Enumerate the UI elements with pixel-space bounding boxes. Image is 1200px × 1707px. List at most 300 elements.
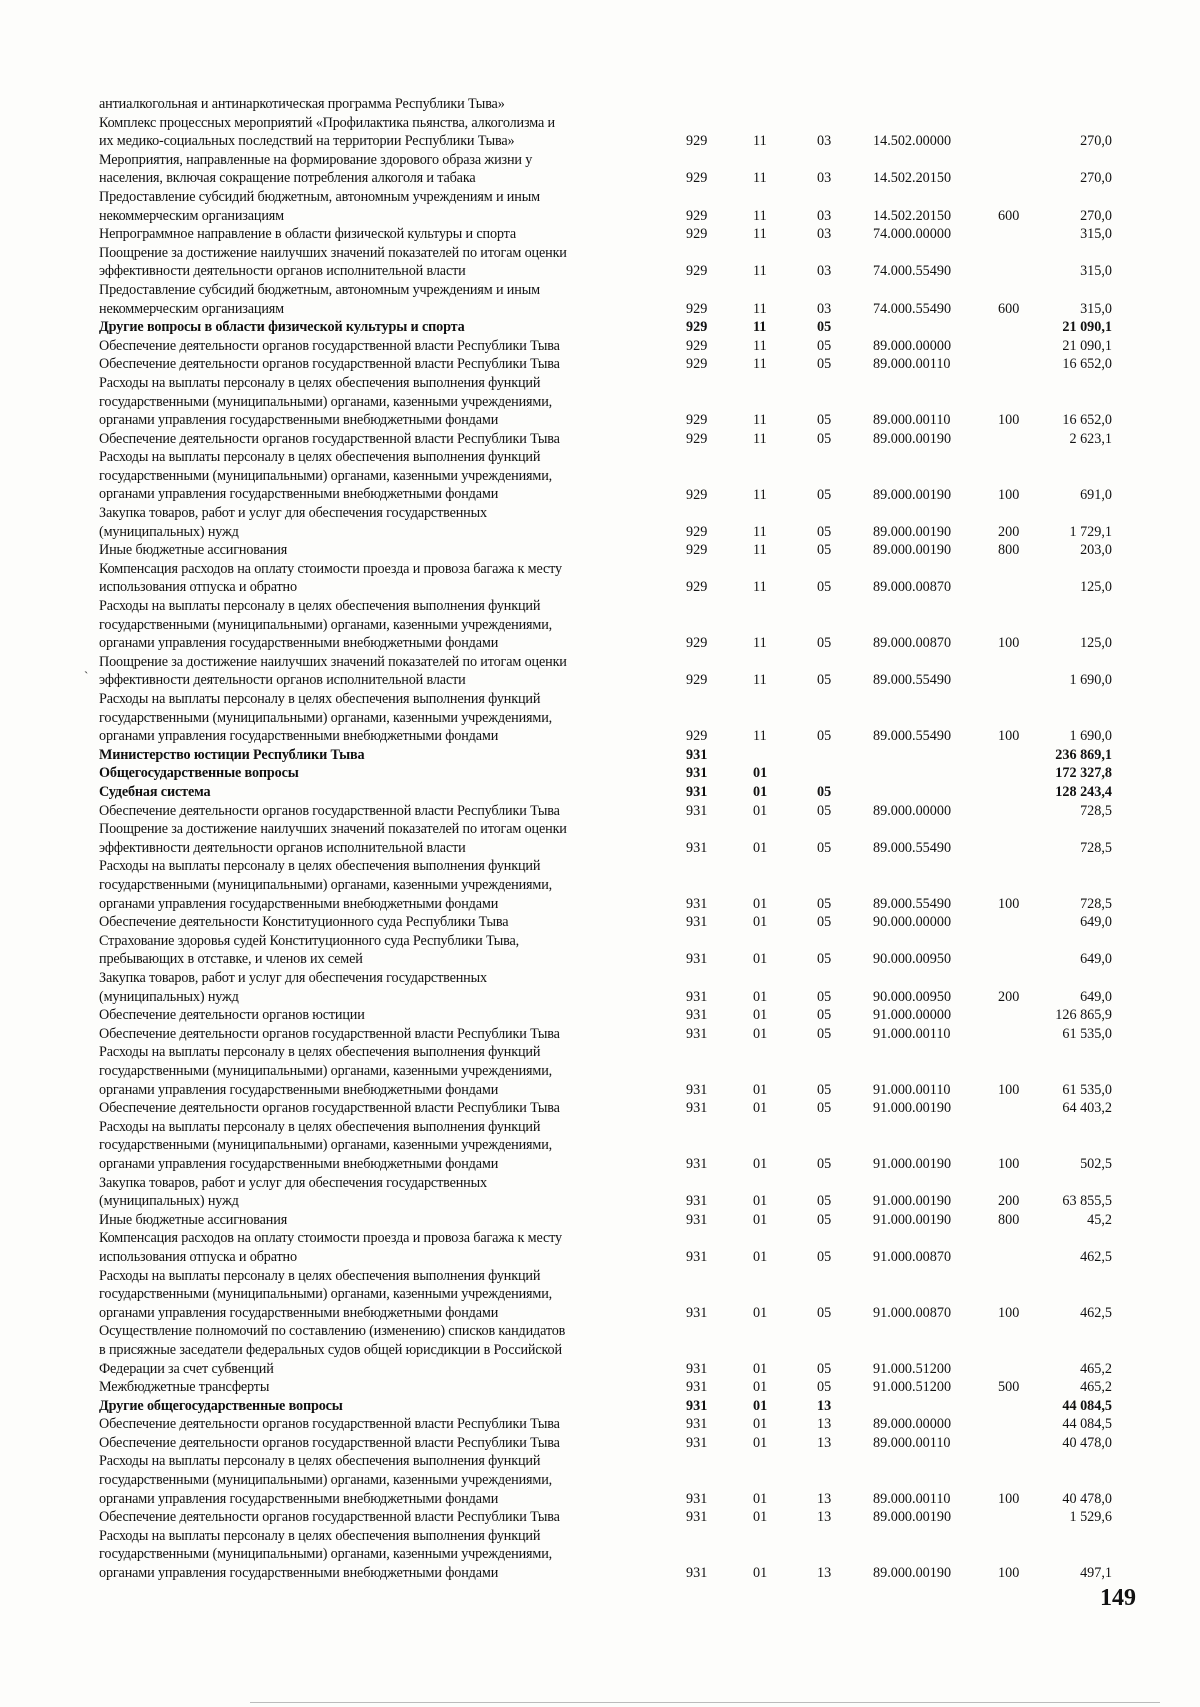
- subsection-code: 05: [817, 1025, 832, 1042]
- subsection-code: 03: [817, 170, 832, 187]
- ved-code: 931: [686, 1100, 708, 1117]
- amount: 125,0: [1080, 579, 1112, 596]
- amount: 649,0: [1080, 914, 1112, 931]
- row-name: Непрограммное направление в области физической культуры и спорта: [99, 226, 517, 243]
- table-row: [0, 1508, 1200, 1527]
- subsection-code: 05: [817, 1360, 832, 1377]
- amount: 203,0: [1080, 542, 1112, 559]
- amount: 1 690,0: [1069, 728, 1112, 745]
- section-code: 11: [753, 579, 767, 596]
- ved-code: 929: [686, 728, 708, 745]
- subsection-code: 05: [817, 784, 832, 801]
- section-code: 11: [753, 133, 767, 150]
- subsection-code: 05: [817, 1248, 832, 1265]
- ved-code: 931: [686, 746, 708, 763]
- table-row: [0, 1434, 1200, 1453]
- ved-code: 931: [686, 1193, 708, 1210]
- ved-code: 931: [686, 914, 708, 931]
- row-name: Осуществление полномочий по составлению (изменению) списков кандидатов в присяжные заседатели федеральных судов общей юрисдикции в Российской Федерации за счет субвенций: [99, 1323, 566, 1377]
- target-article-code: 91.000.00190: [873, 1155, 952, 1172]
- subsection-code: 03: [817, 133, 832, 150]
- target-article-code: 91.000.00190: [873, 1193, 952, 1210]
- section-code: 11: [753, 486, 767, 503]
- section-code: 01: [753, 1397, 768, 1414]
- ved-code: 929: [686, 356, 708, 373]
- table-row: [0, 448, 1200, 504]
- amount: 45,2: [1087, 1211, 1112, 1228]
- subsection-code: 05: [817, 319, 832, 336]
- subsection-code: 05: [817, 356, 832, 373]
- ved-code: 931: [686, 895, 708, 912]
- row-name: Обеспечение деятельности органов государственной власти Республики Тыва: [99, 1025, 560, 1042]
- subsection-code: 05: [817, 802, 832, 819]
- amount: 728,5: [1080, 802, 1112, 819]
- section-code: 01: [753, 895, 768, 912]
- amount: 44 084,5: [1062, 1416, 1112, 1433]
- table-row: [0, 1415, 1200, 1434]
- row-name: Расходы на выплаты персоналу в целях обеспечения выполнения функций государственными (муниципальными) органами, казенными учреждениями, органами управления государственными внебюджетными фондами: [99, 691, 553, 745]
- row-name: Расходы на выплаты персоналу в целях обеспечения выполнения функций государственными (муниципальными) органами, казенными учреждениями, органами управления государственными внебюджетными фондами: [99, 374, 553, 429]
- ved-code: 929: [686, 430, 708, 447]
- ved-code: 931: [686, 765, 708, 782]
- subsection-code: 05: [817, 914, 832, 931]
- page-number: 149: [1100, 1585, 1136, 1611]
- target-article-code: 74.000.00000: [873, 226, 952, 243]
- ved-code: 931: [686, 1397, 708, 1414]
- target-article-code: 89.000.00870: [873, 579, 952, 596]
- table-row: [0, 820, 1200, 857]
- section-code: 11: [753, 672, 767, 689]
- row-name: Межбюджетные трансферты: [99, 1379, 270, 1396]
- page-edge-line: [250, 1702, 1160, 1703]
- section-code: 01: [753, 765, 768, 782]
- target-article-code: 91.000.00000: [873, 1007, 952, 1024]
- subsection-code: 03: [817, 226, 832, 243]
- table-row: [0, 857, 1200, 913]
- table-row: [0, 1043, 1200, 1099]
- target-article-code: 89.000.00000: [873, 1416, 952, 1433]
- subsection-code: 05: [817, 839, 832, 856]
- subsection-code: 05: [817, 337, 832, 354]
- section-code: 01: [753, 1100, 768, 1117]
- ved-code: 931: [686, 784, 708, 801]
- amount: 270,0: [1080, 133, 1112, 150]
- amount: 172 327,8: [1055, 765, 1112, 782]
- table-row: [0, 318, 1200, 337]
- expense-type-code: 100: [998, 486, 1020, 503]
- row-name: Расходы на выплаты персоналу в целях обеспечения выполнения функций государственными (муниципальными) органами, казенными учреждениями, органами управления государственными внебюджетными фондами: [99, 1044, 553, 1098]
- table-row: [0, 1322, 1200, 1378]
- row-name: Мероприятия, направленные на формирование здорового образа жизни у населения, включая сокращение потребления алкоголя и табака: [99, 151, 533, 187]
- subsection-code: 05: [817, 1211, 832, 1228]
- section-code: 11: [753, 430, 767, 447]
- ved-code: 929: [686, 207, 708, 224]
- section-code: 01: [753, 784, 768, 801]
- target-article-code: 14.502.20150: [873, 170, 952, 187]
- subsection-code: 05: [817, 412, 832, 429]
- amount: 462,5: [1080, 1304, 1112, 1321]
- subsection-code: 13: [817, 1434, 832, 1451]
- amount: 691,0: [1080, 486, 1112, 503]
- section-code: 11: [753, 412, 767, 429]
- subsection-code: 05: [817, 486, 832, 503]
- target-article-code: 89.000.00000: [873, 802, 952, 819]
- row-name: Обеспечение деятельности органов юстиции: [99, 1007, 365, 1024]
- ved-code: 929: [686, 337, 708, 354]
- amount: 465,2: [1080, 1360, 1112, 1377]
- subsection-code: 05: [817, 1100, 832, 1117]
- expense-type-code: 100: [998, 1490, 1020, 1507]
- row-name: Судебная система: [99, 784, 211, 801]
- target-article-code: 89.000.00110: [873, 1490, 951, 1507]
- section-code: 01: [753, 1193, 768, 1210]
- target-article-code: 14.502.00000: [873, 133, 952, 150]
- subsection-code: 05: [817, 951, 832, 968]
- table-row: [0, 225, 1200, 244]
- table-row: [0, 1006, 1200, 1025]
- expense-type-code: 200: [998, 988, 1020, 1005]
- target-article-code: 89.000.00190: [873, 523, 952, 540]
- section-code: 01: [753, 1025, 768, 1042]
- amount: 16 652,0: [1062, 412, 1112, 429]
- table-row: [0, 1397, 1200, 1416]
- scan-mark: ˏ: [84, 659, 89, 674]
- row-name: Другие вопросы в области физической культуры и спорта: [99, 319, 465, 336]
- target-article-code: 91.000.00870: [873, 1248, 952, 1265]
- row-name: Обеспечение деятельности органов государственной власти Республики Тыва: [99, 337, 560, 354]
- amount: 64 403,2: [1062, 1100, 1112, 1117]
- row-name: Другие общегосударственные вопросы: [99, 1397, 343, 1414]
- section-code: 01: [753, 802, 768, 819]
- row-name: Обеспечение деятельности органов государственной власти Республики Тыва: [99, 1509, 560, 1526]
- ved-code: 931: [686, 951, 708, 968]
- row-name: Предоставление субсидий бюджетным, автономным учреждениям и иным некоммерческим организациям: [99, 188, 540, 224]
- subsection-code: 05: [817, 542, 832, 559]
- subsection-code: 13: [817, 1490, 832, 1507]
- section-code: 01: [753, 951, 768, 968]
- amount: 315,0: [1080, 263, 1112, 280]
- amount: 465,2: [1080, 1379, 1112, 1396]
- expense-type-code: 100: [998, 1565, 1020, 1582]
- section-code: 01: [753, 1248, 768, 1265]
- subsection-code: 05: [817, 579, 832, 596]
- subsection-code: 03: [817, 263, 832, 280]
- row-name: Иные бюджетные ассигнования: [99, 1211, 288, 1228]
- table-row: [0, 1527, 1200, 1583]
- expense-type-code: 100: [998, 1304, 1020, 1321]
- ved-code: 929: [686, 133, 708, 150]
- subsection-code: 05: [817, 988, 832, 1005]
- ved-code: 931: [686, 988, 708, 1005]
- section-code: 11: [753, 319, 767, 336]
- row-name: Обеспечение деятельности Конституционного суда Республики Тыва: [99, 914, 509, 931]
- target-article-code: 14.502.20150: [873, 207, 952, 224]
- ved-code: 931: [686, 1211, 708, 1228]
- row-name: Обеспечение деятельности органов государственной власти Республики Тыва: [99, 356, 560, 373]
- section-code: 01: [753, 1007, 768, 1024]
- table-row: [0, 653, 1200, 690]
- subsection-code: 05: [817, 1007, 832, 1024]
- row-name: Министерство юстиции Республики Тыва: [99, 746, 365, 763]
- section-code: 01: [753, 988, 768, 1005]
- table-row: [0, 244, 1200, 281]
- table-row: [0, 281, 1200, 318]
- table-row: [0, 764, 1200, 783]
- amount: 128 243,4: [1055, 784, 1112, 801]
- amount: 125,0: [1080, 635, 1112, 652]
- expense-type-code: 100: [998, 728, 1020, 745]
- target-article-code: 91.000.00110: [873, 1081, 951, 1098]
- row-name: Общегосударственные вопросы: [99, 765, 299, 782]
- section-code: 11: [753, 226, 767, 243]
- subsection-code: 05: [817, 672, 832, 689]
- ved-code: 931: [686, 1007, 708, 1024]
- table-row: [0, 374, 1200, 430]
- amount: 63 855,5: [1062, 1193, 1112, 1210]
- section-code: 11: [753, 300, 767, 317]
- amount: 502,5: [1080, 1155, 1112, 1172]
- subsection-code: 05: [817, 430, 832, 447]
- row-name: Закупка товаров, работ и услуг для обеспечения государственных (муниципальных) нужд: [99, 969, 487, 1005]
- table-row: [0, 1452, 1200, 1508]
- ved-code: 931: [686, 839, 708, 856]
- expense-type-code: 800: [998, 1211, 1020, 1228]
- expense-type-code: 100: [998, 412, 1020, 429]
- table-row: [0, 504, 1200, 541]
- target-article-code: 90.000.00000: [873, 914, 952, 931]
- section-code: 01: [753, 1081, 768, 1098]
- section-code: 01: [753, 1509, 768, 1526]
- table-row: [0, 1229, 1200, 1266]
- table-row: [0, 913, 1200, 932]
- subsection-code: 05: [817, 1081, 832, 1098]
- target-article-code: 89.000.55490: [873, 839, 952, 856]
- ved-code: 929: [686, 226, 708, 243]
- row-name: Обеспечение деятельности органов государственной власти Республики Тыва: [99, 1416, 560, 1433]
- amount: 21 090,1: [1062, 319, 1112, 336]
- subsection-code: 13: [817, 1565, 832, 1582]
- amount: 61 535,0: [1062, 1081, 1112, 1098]
- table-row: [0, 337, 1200, 356]
- amount: 1 690,0: [1069, 672, 1112, 689]
- amount: 728,5: [1080, 895, 1112, 912]
- target-article-code: 89.000.00870: [873, 635, 952, 652]
- expense-type-code: 100: [998, 1155, 1020, 1172]
- amount: 61 535,0: [1062, 1025, 1112, 1042]
- expense-type-code: 800: [998, 542, 1020, 559]
- section-code: 01: [753, 1490, 768, 1507]
- table-row: [0, 430, 1200, 449]
- target-article-code: 89.000.00190: [873, 486, 952, 503]
- ved-code: 931: [686, 1081, 708, 1098]
- ved-code: 931: [686, 1490, 708, 1507]
- expense-type-code: 100: [998, 1081, 1020, 1098]
- budget-table: [0, 95, 1200, 1583]
- expense-type-code: 200: [998, 523, 1020, 540]
- amount: 236 869,1: [1055, 746, 1112, 763]
- section-code: 01: [753, 1379, 768, 1396]
- row-name: Обеспечение деятельности органов государственной власти Республики Тыва: [99, 1100, 560, 1117]
- subsection-code: 13: [817, 1509, 832, 1526]
- target-article-code: 89.000.55490: [873, 895, 952, 912]
- table-row: [0, 1025, 1200, 1044]
- table-row: [0, 1118, 1200, 1174]
- expense-type-code: 200: [998, 1193, 1020, 1210]
- ved-code: 931: [686, 1304, 708, 1321]
- target-article-code: 89.000.00190: [873, 1565, 952, 1582]
- section-code: 01: [753, 1304, 768, 1321]
- ved-code: 931: [686, 1025, 708, 1042]
- section-code: 11: [753, 207, 767, 224]
- table-row: [0, 932, 1200, 969]
- subsection-code: 05: [817, 895, 832, 912]
- amount: 40 478,0: [1062, 1434, 1112, 1451]
- target-article-code: 91.000.51200: [873, 1360, 952, 1377]
- section-code: 11: [753, 263, 767, 280]
- target-article-code: 91.000.00190: [873, 1100, 952, 1117]
- table-row: [0, 1378, 1200, 1397]
- amount: 270,0: [1080, 170, 1112, 187]
- table-row: [0, 1099, 1200, 1118]
- ved-code: 931: [686, 1565, 708, 1582]
- row-name: Закупка товаров, работ и услуг для обеспечения государственных (муниципальных) нужд: [99, 505, 487, 540]
- target-article-code: 89.000.00110: [873, 356, 951, 373]
- target-article-code: 89.000.00000: [873, 337, 952, 354]
- section-code: 01: [753, 1416, 768, 1433]
- target-article-code: 89.000.00110: [873, 412, 951, 429]
- subsection-code: 13: [817, 1416, 832, 1433]
- ved-code: 929: [686, 263, 708, 280]
- ved-code: 929: [686, 542, 708, 559]
- table-row: [0, 1211, 1200, 1230]
- ved-code: 929: [686, 300, 708, 317]
- table-row: [0, 188, 1200, 225]
- table-row: [0, 1174, 1200, 1211]
- table-row: [0, 746, 1200, 765]
- amount: 270,0: [1080, 207, 1112, 224]
- ved-code: 931: [686, 1155, 708, 1172]
- target-article-code: 91.000.00190: [873, 1211, 952, 1228]
- row-name: Страхование здоровья судей Конституционного суда Республики Тыва, пребывающих в отставке, и членов их семей: [99, 932, 520, 968]
- ved-code: 929: [686, 319, 708, 336]
- target-article-code: 89.000.00190: [873, 430, 952, 447]
- ved-code: 929: [686, 672, 708, 689]
- expense-type-code: 100: [998, 635, 1020, 652]
- table-row: [0, 1267, 1200, 1323]
- section-code: 11: [753, 542, 767, 559]
- expense-type-code: 500: [998, 1379, 1020, 1396]
- row-name: антиалкогольная и антинаркотическая программа Республики Тыва»: [99, 96, 505, 112]
- table-row: [0, 802, 1200, 821]
- section-code: 11: [753, 170, 767, 187]
- amount: 315,0: [1080, 300, 1112, 317]
- row-name: Обеспечение деятельности органов государственной власти Республики Тыва: [99, 802, 560, 819]
- table-row: [0, 541, 1200, 560]
- ved-code: 931: [686, 1379, 708, 1396]
- amount: 1 529,6: [1069, 1509, 1112, 1526]
- target-article-code: 74.000.55490: [873, 300, 952, 317]
- table-row: [0, 560, 1200, 597]
- row-name: Поощрение за достижение наилучших значений показателей по итогам оценки эффективности деятельности органов исполнительной власти: [99, 244, 567, 280]
- row-name: Обеспечение деятельности органов государственной власти Республики Тыва: [99, 430, 560, 447]
- target-article-code: 89.000.00190: [873, 1509, 952, 1526]
- ved-code: 929: [686, 486, 708, 503]
- ved-code: 931: [686, 1416, 708, 1433]
- ved-code: 931: [686, 1509, 708, 1526]
- row-name: Расходы на выплаты персоналу в целях обеспечения выполнения функций государственными (муниципальными) органами, казенными учреждениями, органами управления государственными внебюджетными фондами: [99, 1453, 553, 1507]
- amount: 728,5: [1080, 839, 1112, 856]
- amount: 44 084,5: [1062, 1397, 1112, 1414]
- row-name: Расходы на выплаты персоналу в целях обеспечения выполнения функций государственными (муниципальными) органами, казенными учреждениями, органами управления государственными внебюджетными фондами: [99, 1118, 553, 1172]
- table-row: [0, 969, 1200, 1006]
- amount: 126 865,9: [1055, 1007, 1112, 1024]
- row-name: Предоставление субсидий бюджетным, автономным учреждениям и иным некоммерческим организациям: [99, 281, 540, 317]
- table-row: [0, 355, 1200, 374]
- section-code: 01: [753, 1211, 768, 1228]
- expense-type-code: 100: [998, 895, 1020, 912]
- expense-type-code: 600: [998, 207, 1020, 224]
- target-article-code: 91.000.51200: [873, 1379, 952, 1396]
- section-code: 11: [753, 523, 767, 540]
- ved-code: 931: [686, 802, 708, 819]
- section-code: 01: [753, 1434, 768, 1451]
- amount: 649,0: [1080, 988, 1112, 1005]
- section-code: 01: [753, 839, 768, 856]
- target-article-code: 89.000.00190: [873, 542, 952, 559]
- row-name: Расходы на выплаты персоналу в целях обеспечения выполнения функций государственными (муниципальными) органами, казенными учреждениями, органами управления государственными внебюджетными фондами: [99, 598, 553, 652]
- subsection-code: 13: [817, 1397, 832, 1414]
- section-code: 01: [753, 1155, 768, 1172]
- target-article-code: 74.000.55490: [873, 263, 952, 280]
- row-name: Расходы на выплаты персоналу в целях обеспечения выполнения функций государственными (муниципальными) органами, казенными учреждениями, органами управления государственными внебюджетными фондами: [99, 1267, 553, 1321]
- subsection-code: 05: [817, 523, 832, 540]
- amount: 40 478,0: [1062, 1490, 1112, 1507]
- subsection-code: 03: [817, 300, 832, 317]
- table-row: [0, 151, 1200, 188]
- subsection-code: 05: [817, 1379, 832, 1396]
- amount: 16 652,0: [1062, 356, 1112, 373]
- amount: 462,5: [1080, 1248, 1112, 1265]
- subsection-code: 05: [817, 1304, 832, 1321]
- ved-code: 929: [686, 170, 708, 187]
- row-name: Комплекс процессных мероприятий «Профилактика пьянства, алкоголизма и их медико-социальных последствий на территории Республики Тыва»: [99, 114, 555, 150]
- ved-code: 931: [686, 1248, 708, 1265]
- row-name: Расходы на выплаты персоналу в целях обеспечения выполнения функций государственными (муниципальными) органами, казенными учреждениями, органами управления государственными внебюджетными фондами: [99, 858, 553, 912]
- expense-type-code: 600: [998, 300, 1020, 317]
- amount: 1 729,1: [1069, 523, 1112, 540]
- subsection-code: 05: [817, 1193, 832, 1210]
- row-name: Обеспечение деятельности органов государственной власти Республики Тыва: [99, 1434, 560, 1451]
- target-article-code: 90.000.00950: [873, 951, 952, 968]
- table-row: [0, 597, 1200, 653]
- target-article-code: 90.000.00950: [873, 988, 952, 1005]
- amount: 2 623,1: [1069, 430, 1112, 447]
- amount: 315,0: [1080, 226, 1112, 243]
- table-row: [0, 95, 1200, 114]
- section-code: 11: [753, 635, 767, 652]
- section-code: 11: [753, 337, 767, 354]
- subsection-code: 05: [817, 1155, 832, 1172]
- section-code: 11: [753, 356, 767, 373]
- amount: 497,1: [1080, 1565, 1112, 1582]
- table-row: [0, 114, 1200, 151]
- row-name: Поощрение за достижение наилучших значений показателей по итогам оценки эффективности деятельности органов исполнительной власти: [99, 653, 567, 689]
- ved-code: 929: [686, 635, 708, 652]
- target-article-code: 91.000.00870: [873, 1304, 952, 1321]
- row-name: Поощрение за достижение наилучших значений показателей по итогам оценки эффективности деятельности органов исполнительной власти: [99, 821, 567, 856]
- row-name: Компенсация расходов на оплату стоимости проезда и провоза багажа к месту использования отпуска и обратно: [99, 560, 562, 596]
- section-code: 01: [753, 914, 768, 931]
